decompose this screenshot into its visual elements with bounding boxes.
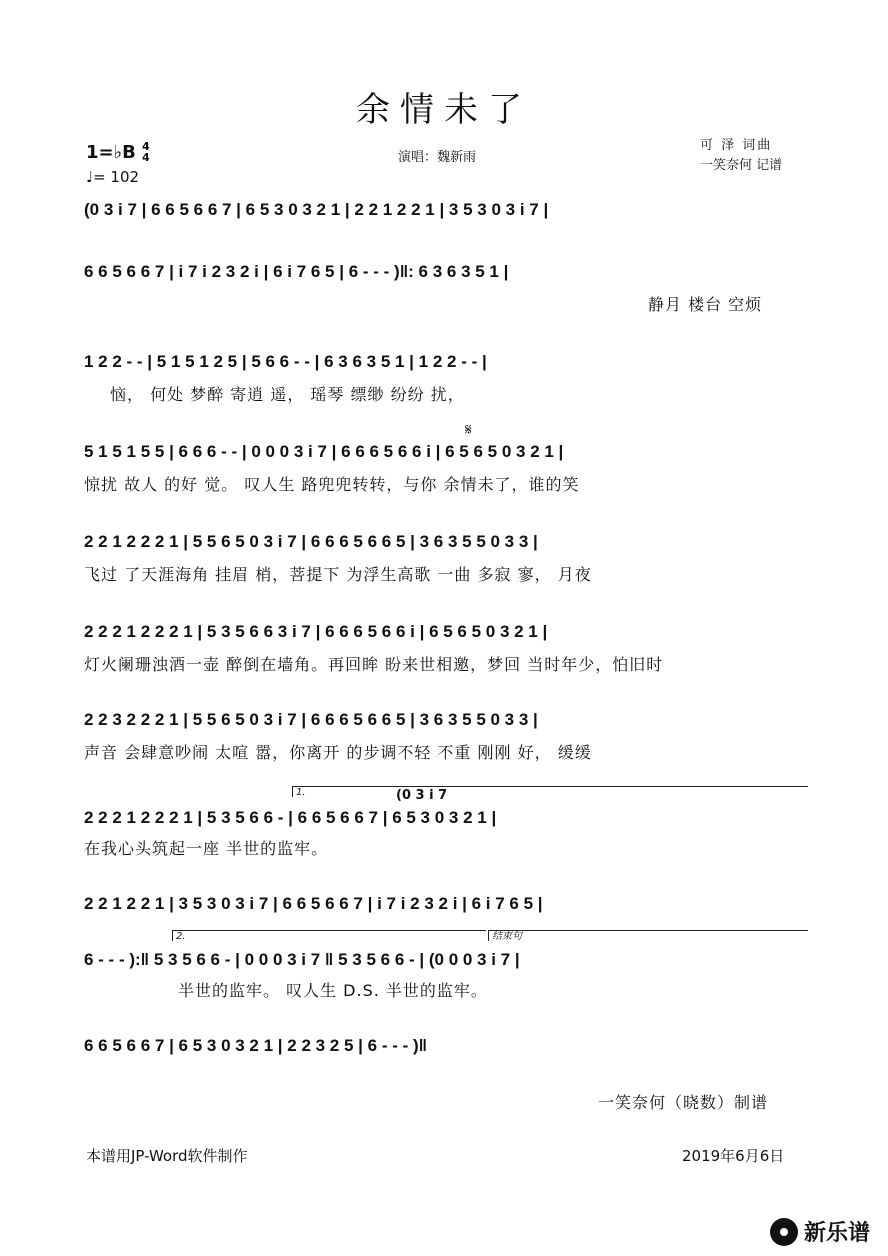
time-signature <box>142 141 150 163</box>
score-row-2-lyrics: 静月 楼台 空烦 <box>648 295 763 314</box>
score-row-3-notes: 1 2 2 - - | 5 1 5 1 2 5 | 5 6 6 - - | 6 3 6 3 5 1 | 1 2 2 - - | <box>84 352 487 371</box>
score-row-7-notes: 2 2 3 2 2 2 1 | 5 5 6 5 0 3 i 7 | 6 6 6 5 6 6 5 | 3 6 3 5 5 0 3 3 | <box>84 710 538 729</box>
score-row-1-notes: (0 3 i 7 | 6 6 5 6 6 7 | 6 5 3 0 3 2 1 | 2 2 1 2 2 1 | 3 5 3 0 3 i 7 | <box>84 200 549 219</box>
site-logo[interactable] <box>770 1216 870 1247</box>
second-ending-label: 2. <box>176 931 186 942</box>
record-disc-icon <box>770 1218 798 1246</box>
score-row-8-notes: 2 2 2 1 2 2 2 1 | 5 3 5 6 6 - | 6 6 5 6 6 7 | 6 5 3 0 3 2 1 | <box>84 808 497 827</box>
key-signature: 1=♭B <box>86 142 136 163</box>
logo-text: 新乐谱 <box>804 1221 871 1246</box>
score-row-2-notes: 6 6 5 6 6 7 | i 7 i 2 3 2 i | 6 i 7 6 5 | 6 - - - )‖: 6 3 6 3 5 1 | <box>84 262 509 281</box>
segno-sign: 𝄋 <box>465 420 472 439</box>
ending-phrase-label: 结束句 <box>492 931 522 942</box>
lyrics-composer-credit: 可 泽 词曲 <box>700 138 773 153</box>
first-ending-label: 1. <box>296 787 306 798</box>
score-row-8-lyrics: 在我心头筑起一座 半世的监牢。 <box>84 839 329 858</box>
software-credit: 本谱用JP-Word软件制作 <box>86 1147 248 1165</box>
meter-bottom: 4 <box>142 151 150 164</box>
score-row-3-lyrics: 恼， 何处 梦醉 寄逍 遥， 瑶琴 缥缈 纷纷 扰， <box>110 385 465 404</box>
first-ending-bracket <box>292 786 808 797</box>
page-title: 余情未了 <box>356 90 532 130</box>
first-ending-pickup: (0 3 i 7 <box>396 788 448 803</box>
score-row-11-notes: 6 6 5 6 6 7 | 6 5 3 0 3 2 1 | 2 2 3 2 5 | 6 - - - )‖ <box>84 1036 428 1055</box>
score-row-10-notes: 6 - - - ):‖ 5 3 5 6 6 - | 0 0 0 3 i 7 ‖ 5 3 5 6 6 - | (0 0 0 3 i 7 | <box>84 950 520 969</box>
date-label: 2019年6月6日 <box>682 1147 785 1165</box>
meter-top: 4 <box>142 140 150 153</box>
score-row-9-notes: 2 2 1 2 2 1 | 3 5 3 0 3 i 7 | 6 6 5 6 6 7 | i 7 i 2 3 2 i | 6 i 7 6 5 | <box>84 894 543 913</box>
score-row-5-lyrics: 飞过 了天涯海角 挂眉 梢，菩提下 为浮生高歌 一曲 多寂 寥， 月夜 <box>84 565 592 584</box>
ending-phrase-bracket <box>488 930 808 941</box>
tempo-mark: ♩= 102 <box>86 168 140 186</box>
score-transcriber-credit: 一笑奈何 记谱 <box>700 158 783 173</box>
score-row-6-notes: 2 2 2 1 2 2 2 1 | 5 3 5 6 6 3 i 7 | 6 6 6 5 6 6 i | 6 5 6 5 0 3 2 1 | <box>84 622 548 641</box>
arranger-credit: 一笑奈何（晓数）制谱 <box>598 1093 769 1112</box>
score-row-4-lyrics: 惊扰 故人 的好 觉。 叹人生 路兜兜转转，与你 余情未了，谁的笑 <box>84 475 580 494</box>
singer-credit: 演唱：魏新雨 <box>398 150 477 165</box>
score-row-7-lyrics: 声音 会肆意吵闹 太喧 嚣，你离开 的步调不轻 不重 刚刚 好， 缓缓 <box>84 743 592 762</box>
score-row-5-notes: 2 2 1 2 2 2 1 | 5 5 6 5 0 3 i 7 | 6 6 6 5 6 6 5 | 3 6 3 5 5 0 3 3 | <box>84 532 538 551</box>
score-row-4-notes: 5 1 5 1 5 5 | 6 6 6 - - | 0 0 0 3 i 7 | 6 6 6 5 6 6 i | 6 5 6 5 0 3 2 1 | <box>84 442 564 461</box>
score-row-6-lyrics: 灯火阑珊浊酒一壶 醉倒在墙角。再回眸 盼来世相邀，梦回 当时年少，怕旧时 <box>84 655 664 674</box>
second-ending-bracket <box>172 930 486 941</box>
score-row-10-lyrics: 半世的监牢。 叹人生 D.S. 半世的监牢。 <box>178 981 488 1000</box>
